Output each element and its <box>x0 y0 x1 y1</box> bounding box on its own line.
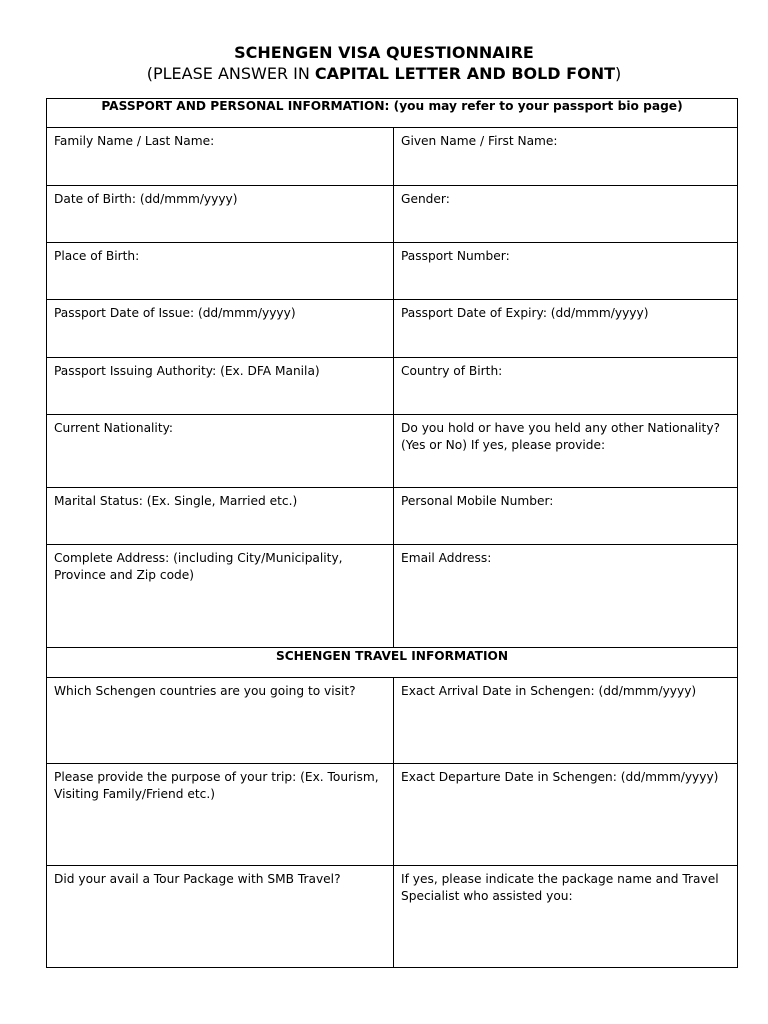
email-address-field[interactable]: Email Address: <box>394 545 738 648</box>
subtitle-bold-instruction: CAPITAL LETTER AND BOLD FONT <box>314 64 615 83</box>
mobile-number-field[interactable]: Personal Mobile Number: <box>394 488 738 545</box>
place-of-birth-field[interactable]: Place of Birth: <box>47 243 394 300</box>
passport-number-field[interactable]: Passport Number: <box>394 243 738 300</box>
complete-address-field[interactable]: Complete Address: (including City/Municipality, Province and Zip code) <box>47 545 394 648</box>
section-header-travel: SCHENGEN TRAVEL INFORMATION <box>47 648 738 678</box>
gender-field[interactable]: Gender: <box>394 186 738 243</box>
document-subtitle <box>0 64 768 84</box>
country-of-birth-field[interactable]: Country of Birth: <box>394 358 738 415</box>
issuing-authority-field[interactable]: Passport Issuing Authority: (Ex. DFA Manila) <box>47 358 394 415</box>
trip-purpose-field[interactable]: Please provide the purpose of your trip: (Ex. Tourism, Visiting Family/Friend etc.) <box>47 764 394 866</box>
document-title: SCHENGEN VISA QUESTIONNAIRE <box>234 43 534 62</box>
countries-to-visit-field[interactable]: Which Schengen countries are you going to visit? <box>47 678 394 764</box>
given-name-field[interactable]: Given Name / First Name: <box>394 128 738 186</box>
family-name-field[interactable]: Family Name / Last Name: <box>47 128 394 186</box>
section-header-personal: PASSPORT AND PERSONAL INFORMATION: (you may refer to your passport bio page) <box>47 99 738 128</box>
passport-expiry-date-field[interactable]: Passport Date of Expiry: (dd/mmm/yyyy) <box>394 300 738 358</box>
arrival-date-field[interactable]: Exact Arrival Date in Schengen: (dd/mmm/yyyy) <box>394 678 738 764</box>
departure-date-field[interactable]: Exact Departure Date in Schengen: (dd/mmm/yyyy) <box>394 764 738 866</box>
tour-package-field[interactable]: Did your avail a Tour Package with SMB Travel? <box>47 866 394 968</box>
date-of-birth-field[interactable]: Date of Birth: (dd/mmm/yyyy) <box>47 186 394 243</box>
current-nationality-field[interactable]: Current Nationality: <box>47 415 394 488</box>
package-details-field[interactable]: If yes, please indicate the package name and Travel Specialist who assisted you: <box>394 866 738 968</box>
subtitle-prefix: (PLEASE ANSWER IN <box>146 64 315 83</box>
passport-issue-date-field[interactable]: Passport Date of Issue: (dd/mmm/yyyy) <box>47 300 394 358</box>
other-nationality-field[interactable]: Do you hold or have you held any other Nationality? (Yes or No) If yes, please provide: <box>394 415 738 488</box>
questionnaire-table <box>46 98 738 968</box>
subtitle-suffix: ) <box>615 64 622 83</box>
marital-status-field[interactable]: Marital Status: (Ex. Single, Married etc.) <box>47 488 394 545</box>
